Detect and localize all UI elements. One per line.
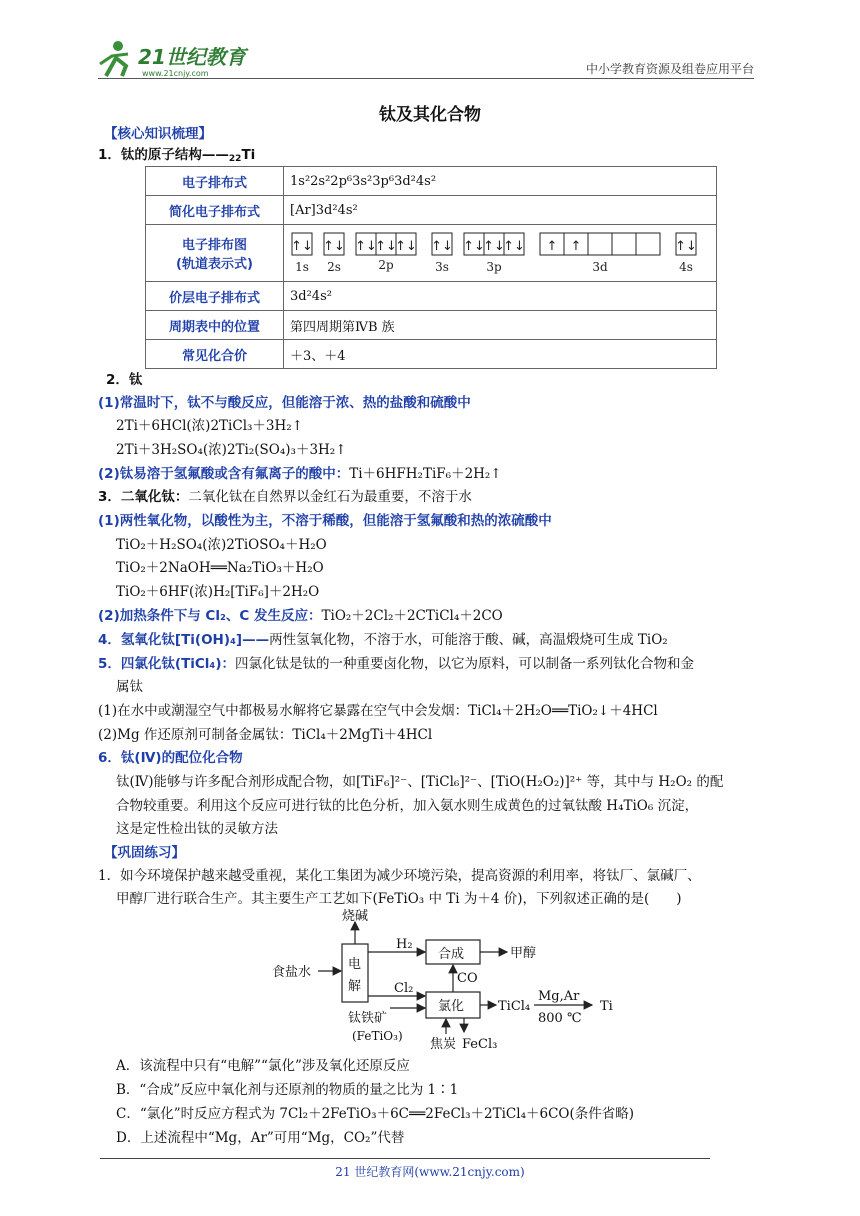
equation-line: TiO₂＋2NaOH══Na₂TiO₃＋H₂O [116, 560, 324, 576]
table-value: 1s²2s²2p⁶3s²3p⁶3d²4s² [284, 167, 717, 196]
text-line: 这是定性检出钛的灵敏方法 [116, 821, 278, 837]
text-line: (1)两性氧化物，以酸性为主，不溶于稀酸，但能溶于氢氟酸和热的浓硫酸中 [98, 513, 552, 529]
svg-text:↑↓: ↑↓ [483, 239, 505, 254]
table-value: ＋3、＋4 [284, 340, 717, 369]
orbital-label: 3s [435, 260, 449, 274]
text-line: (2)Mg 作还原剂可制备金属钛：TiCl₄＋2MgTi＋4HCl [98, 727, 433, 743]
svg-text:↑: ↑ [570, 239, 582, 254]
text-line: (1)在水中或潮湿空气中都极易水解将它暴露在空气中会发烟：TiCl₄＋2H₂O══TiO₂↓＋4HCl [98, 703, 658, 719]
text-line: (2)钛易溶于氢氟酸或含有氟离子的酸中：Ti＋6HFH₂TiF₆＋2H₂↑ [98, 466, 502, 482]
label-ticl4: TiCl₄ [498, 999, 531, 1014]
label-methanol: 甲醇 [510, 946, 537, 961]
table-key: 价层电子排布式 [146, 282, 284, 311]
logo-text: 21世纪教育 [138, 45, 246, 69]
svg-text:↑↓: ↑↓ [431, 239, 453, 254]
section-heading-knowledge: 【核心知识梳理】 [104, 126, 212, 142]
footer-divider [100, 1158, 710, 1159]
svg-text:↑↓: ↑↓ [291, 239, 313, 254]
heading-titanium: 2．钛 [106, 372, 143, 388]
label-h2: H₂ [396, 937, 413, 952]
footer-link[interactable]: 21 世纪教育网(www.21cnjy.com) [335, 1165, 525, 1179]
label-synthesis: 合成 [438, 947, 465, 962]
label-ti: Ti [600, 999, 613, 1014]
process-flow-diagram [270, 908, 630, 1050]
text-line: (1)常温时下，钛不与酸反应，但能溶于浓、热的盐酸和硫酸中 [98, 395, 471, 411]
section-heading-practice: 【巩固练习】 [104, 845, 185, 861]
question-text: 甲醇厂进行联合生产。其主要生产工艺如下(FeTiO₃ 中 Ti 为＋4 价)，下列叙述正确的是( ) [116, 891, 682, 907]
label-caustic-soda: 烧碱 [342, 909, 369, 924]
svg-text:↑: ↑ [546, 239, 558, 254]
svg-text:↑↓: ↑↓ [675, 239, 697, 254]
table-key: 常见化合价 [146, 340, 284, 369]
label-co: CO [457, 971, 478, 986]
table-value: 第四周期第ⅣB 族 [284, 311, 717, 340]
text-line: 钛(Ⅳ)能够与许多配合剂形成配合物，如[TiF₆]²⁻、[TiCl₆]²⁻、[TiO(H₂O₂)]²⁺ 等，其中与 H₂O₂ 的配 [116, 774, 724, 790]
table-row [146, 282, 717, 311]
header-divider [98, 78, 754, 79]
svg-text:↑↓: ↑↓ [503, 239, 525, 254]
electron-config-table [145, 166, 717, 369]
equation-line: TiO₂＋H₂SO₄(浓)2TiOSO₄＋H₂O [116, 537, 327, 553]
question-text: 1．如今环境保护越来越受重视，某化工集团为减少环境污染，提高资源的利用率，将钛厂、氯碱厂、 [98, 868, 701, 884]
header-platform-text: 中小学教育资源及组卷应用平台 [585, 62, 754, 76]
table-row [146, 225, 717, 282]
heading-atomic-structure: 1．钛的原子结构$——_{22}Ti$ [98, 147, 256, 164]
table-key: 简化电子排布式 [146, 196, 284, 225]
option-b: B．“合成”反应中氧化剂与还原剂的物质的量之比为 1∶1 [116, 1082, 459, 1098]
logo-url: www.21cnjy.com [142, 69, 209, 78]
table-key: 周期表中的位置 [146, 311, 284, 340]
equation-line: 2Ti＋6HCl(浓)2TiCl₃＋3H₂↑ [116, 418, 304, 434]
label-temperature: 800 ℃ [538, 1011, 582, 1026]
label-cl2: Cl₂ [394, 981, 414, 996]
svg-text:↑↓: ↑↓ [375, 239, 397, 254]
label-salt-water: 食盐水 [272, 965, 312, 980]
option-c: C．“氯化”时反应方程式为 7Cl₂＋2FeTiO₃＋6C══2FeCl₃＋2TiCl₄＋6CO(条件省略) [116, 1106, 635, 1122]
orbital-label: 3d [592, 260, 608, 274]
table-key: 电子排布式 [146, 167, 284, 196]
label-fetio3: (FeTiO₃) [352, 1029, 403, 1043]
page-title: 钛及其化合物 [379, 105, 481, 125]
table-value: 3d²4s² [284, 282, 717, 311]
label-mg-ar: Mg,Ar [538, 989, 580, 1004]
label-chlorination: 氯化 [438, 999, 465, 1014]
runner-icon [100, 41, 128, 76]
site-logo [98, 36, 278, 80]
table-row [146, 311, 717, 340]
equation-line: TiO₂＋6HF(浓)H₂[TiF₆]＋2H₂O [116, 584, 320, 600]
table-row [146, 167, 717, 196]
orbital-label: 2p [378, 258, 394, 272]
table-row [146, 196, 717, 225]
label-ilmenite: 钛铁矿 [348, 1011, 388, 1026]
heading-tio2: 3．二氧化钛：二氧化钛在自然界以金红石为最重要，不溶于水 [98, 489, 472, 505]
svg-text:↑↓: ↑↓ [463, 239, 485, 254]
svg-text:↑↓: ↑↓ [395, 239, 417, 254]
text-line: 合物较重要。利用这个反应可进行钛的比色分析，加入氨水则生成黄色的过氧钛酸 H₄TiO₆ 沉淀， [116, 798, 699, 814]
orbital-label: 4s [679, 260, 693, 274]
heading-coordination: 6．钛(Ⅳ)的配位化合物 [98, 750, 243, 766]
orbital-label: 2s [327, 260, 341, 274]
orbital-diagram [290, 229, 710, 277]
table-row [146, 340, 717, 369]
svg-text:↑↓: ↑↓ [355, 239, 377, 254]
option-d: D．上述流程中“Mg，Ar”可用“Mg，CO₂”代替 [116, 1130, 405, 1146]
text-line: (2)加热条件下与 Cl₂、C 发生反应：TiO₂＋2Cl₂＋2CTiCl₄＋2CO [98, 608, 503, 624]
equation-line: 2Ti＋3H₂SO₄(浓)2Ti₂(SO₄)₃＋3H₂↑ [116, 442, 347, 458]
svg-text:解: 解 [348, 979, 362, 994]
orbital-label: 3p [486, 260, 502, 274]
label-coke: 焦炭 [430, 1037, 457, 1050]
option-a: A．该流程中只有“电解”“氯化”涉及氧化还原反应 [116, 1058, 410, 1074]
table-value: [Ar]3d²4s² [284, 196, 717, 225]
orbital-label: 1s [295, 260, 309, 274]
orbital-diagram-cell [284, 225, 717, 282]
text-line: 属钛 [116, 679, 143, 695]
label-fecl3: FeCl₃ [462, 1037, 498, 1050]
table-key: 电子排布图 (轨道表示式) [146, 225, 284, 282]
heading-ticl4: 5．四氯化钛(TiCl₄)：四氯化钛是钛的一种重要卤化物，以它为原料，可以制备一系列钛化合物和金 [98, 656, 695, 672]
label-electrolysis: 电 [348, 957, 362, 972]
heading-tioh4: 4．氢氧化钛[Ti(OH)₄]——两性氢氧化物，不溶于水，可能溶于酸、碱，高温煅烧可生成 TiO₂ [98, 632, 668, 648]
svg-text:↑↓: ↑↓ [323, 239, 345, 254]
